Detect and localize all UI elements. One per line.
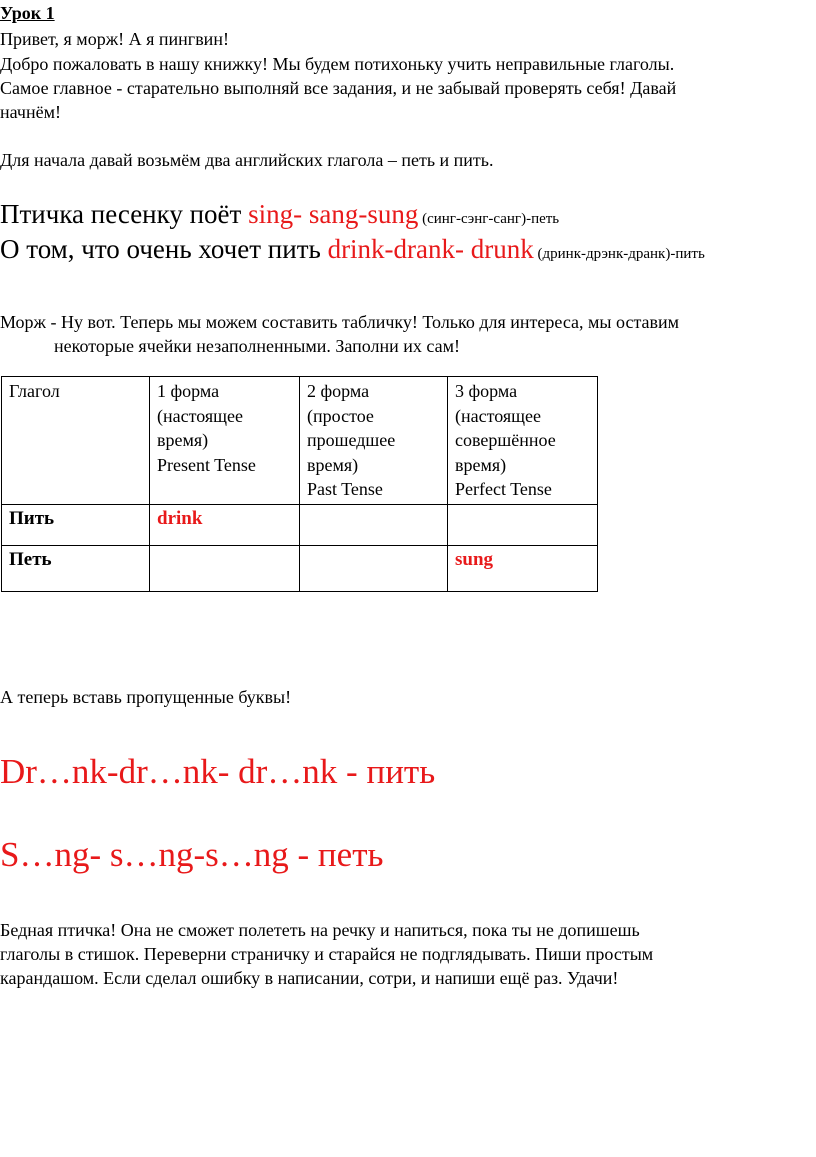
row-verb-drink: Пить <box>2 504 150 545</box>
cell-drink-form-3 <box>448 504 598 545</box>
header-text: Глагол <box>9 381 60 401</box>
rhyme-line-sing <box>0 198 559 235</box>
cell-drink-form-1: drink <box>150 504 300 545</box>
header-text: Past Tense <box>307 479 383 499</box>
table-row <box>2 504 598 545</box>
rhyme-verb-forms: sing- sang-sung <box>248 199 419 229</box>
verb-forms-table <box>1 376 598 592</box>
cell-sing-form-1 <box>150 545 300 591</box>
header-text: (настоящее <box>157 405 244 426</box>
table-header-row <box>2 377 598 505</box>
header-text: 1 форма <box>157 381 220 401</box>
closing-line-1: Бедная птичка! Она не сможет полететь на речку и напиться, пока ты не допишешь <box>0 920 640 940</box>
insert-letters-heading: А теперь вставь пропущенные буквы! <box>0 687 292 707</box>
header-text: прошедшее <box>307 430 396 450</box>
rhyme-lead: Птичка песенку поёт <box>0 199 249 229</box>
lesson-title: Урок 1 <box>0 3 55 23</box>
header-text: время) <box>455 454 507 475</box>
header-text: время) <box>307 454 359 475</box>
closing-line-2: глаголы в стишок. Переверни страничку и старайся не подглядывать. Пиши простым <box>0 944 654 964</box>
table-row <box>2 545 598 591</box>
intro-line-2: Добро пожаловать в нашу книжку! Мы будем потихоньку учить неправильные глаголы. <box>0 54 675 74</box>
intro-line-3: Самое главное - старательно выполняй все задания, и не забывай проверять себя! Давай <box>0 78 677 98</box>
walrus-line-1: Морж - Ну вот. Теперь мы можем составить табличку! Только для интереса, мы оставим <box>0 312 680 332</box>
walrus-line-2: некоторые ячейки незаполненными. Заполни их сам! <box>54 336 460 356</box>
cell-drink-form-2 <box>300 504 448 545</box>
header-text: время) <box>157 430 209 450</box>
cell-sing-form-3: sung <box>448 545 598 591</box>
header-verb <box>2 377 150 505</box>
header-text: (простое <box>307 405 374 426</box>
header-form-3 <box>448 377 598 505</box>
two-verbs-intro: Для начала давай возьмём два английских глагола – петь и пить. <box>0 150 494 170</box>
header-text: 3 форма <box>455 381 518 401</box>
header-form-1 <box>150 377 300 505</box>
row-verb-sing: Петь <box>2 545 150 591</box>
exercise-sing: S…ng- s…ng-s…ng - петь <box>0 835 384 874</box>
rhyme-transcription: (дринк-дрэнк-дранк)-пить <box>533 246 705 262</box>
rhyme-line-drink <box>0 233 705 270</box>
header-form-2 <box>300 377 448 505</box>
intro-line-1: Привет, я морж! А я пингвин! <box>0 29 229 49</box>
header-text: Perfect Tense <box>455 479 552 499</box>
cell-sing-form-2 <box>300 545 448 591</box>
header-text: Present Tense <box>157 454 256 475</box>
header-text: совершённое <box>455 430 556 450</box>
intro-line-4: начнём! <box>0 102 61 122</box>
rhyme-lead: О том, что очень хочет пить <box>0 234 328 264</box>
header-text: 2 форма <box>307 381 370 401</box>
header-text: (настоящее <box>455 405 542 426</box>
exercise-drink: Dr…nk-dr…nk- dr…nk - пить <box>0 752 436 791</box>
closing-line-3: карандашом. Если сделал ошибку в написании, сотри, и напиши ещё раз. Удачи! <box>0 968 619 988</box>
rhyme-transcription: (синг-сэнг-санг)-петь <box>418 211 560 227</box>
rhyme-verb-forms: drink-drank- drunk <box>327 234 534 264</box>
